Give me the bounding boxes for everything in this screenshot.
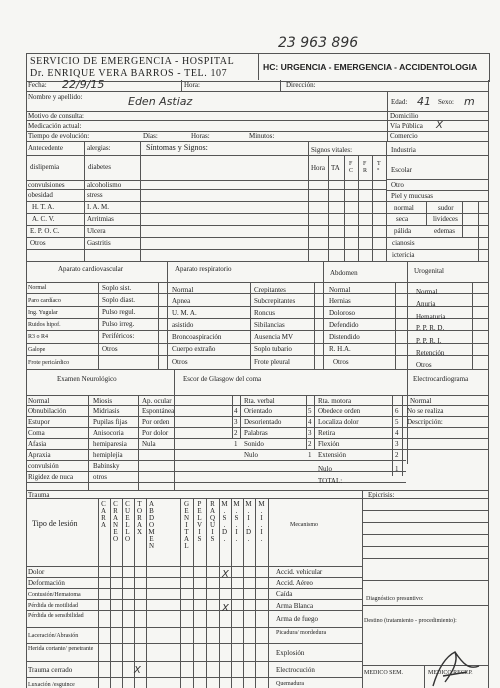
cardio-left: R3 o R4 [28,334,49,340]
urogenital-row: Anuria [416,300,436,308]
glasgow-verbal-score: 5 [308,407,312,415]
glasgow-verbal: Nulo [244,451,258,459]
lesion-mark: X [134,665,141,676]
ecg-no-se-realiza: No se realiza [407,407,444,415]
medicacion-label: Medicación actual: [28,122,82,130]
ant-left-row: Otros [30,239,46,247]
glasgow-motora: Retira [318,429,336,437]
tiempo-label: Tiempo de evolución: [28,132,90,140]
abdomen-row: R. H.A. [329,345,351,353]
vitals-t-2: ° [377,168,380,174]
epicrisis-label: Epicrisis: [368,491,395,499]
urogenital-title: Urogenital [414,267,444,275]
cardio-right: Soplo sist. [102,284,132,292]
glasgow-motora-score: 1 [395,465,399,473]
sexo-value: m [464,95,475,108]
abdomen-row: Doloroso [329,309,356,317]
region-header: A B D O M E N [148,500,155,550]
medico-recep-label: MEDICO RECEP. [428,670,473,676]
ant-left-row: E. P. O. C. [30,227,60,235]
vitals-t-1: T [377,161,381,167]
ant-mid-row: stress [87,191,103,199]
form-title: HC: URGENCIA - EMERGENCIA - ACCIDENTOLOGIA [263,62,478,72]
urogenital-row: Otros [416,361,432,369]
lesion-row: Deformación [28,579,65,587]
mechanism-row: Electrocución [276,666,315,674]
cardio-left: Frote pericárdico [28,360,70,366]
cardio-right: Pulso regul. [102,308,136,316]
region-header: G E N I T A L [183,500,190,550]
hora-label: Hora: [184,81,200,89]
glasgow-verbal: Palabras [244,429,268,437]
mechanism-row: Quemadura [276,681,304,687]
glasgow-ocular-score: 1 [234,440,238,448]
urogenital-row: P. P. R. I. [416,337,442,345]
cardio-title: Aparato cardiovascular [58,265,124,273]
piel-item: pálida [394,227,412,235]
abdomen-row: Otros [333,358,349,366]
neuro-left: Coma [28,429,45,437]
vitals-fr-2: R [363,168,368,174]
glasgow-ocular-score: 4 [234,407,238,415]
via-publica-label: Vía Pública [390,122,423,130]
glasgow-verbal-score: 3 [308,429,312,437]
hospital-line-2: Dr. ENRIQUE VERA BARROS - TEL. 107 [30,68,228,79]
piel-item: seca [396,215,409,223]
neuro-left: Estupor [28,418,50,426]
lesion-row: Laceración/Abrasión [28,633,79,639]
tipo-lesion-label: Tipo de lesión [32,519,78,528]
signos-vitales-label: Signos vitales: [311,146,353,154]
neuro-right: hemiparesia [93,440,127,448]
cardio-left: Ruidos hipof. [28,322,61,328]
cardio-left: Normal [28,285,47,291]
neuro-right: hemiplejía [93,451,123,459]
glasgow-ocular: Nula [142,440,156,448]
lesion-mark: X [222,603,229,614]
glasgow-motora-title: Rta. motora [318,397,352,405]
resp-right: Soplo tubario [254,345,292,353]
neuro-right: Miosis [93,397,113,405]
region-header: M . I . I . [258,500,265,543]
neuro-left: Normal [28,397,50,405]
motivo-label: Motivo de consulta: [28,112,84,120]
edad-label: Edad: [391,98,408,106]
glasgow-ocular: Por orden [142,418,170,426]
ant-left-row: convulsiones [28,181,65,189]
abdomen-row: Defendido [329,321,359,329]
resp-right: Roncus [254,309,275,317]
horas-label: Horas: [191,132,210,140]
mechanism-row: Arma Blanca [276,602,314,610]
region-header: C U E L L O [124,500,131,543]
antecedente-label: Antecedente [28,144,63,152]
glasgow-ocular: Por dolor [142,429,169,437]
resp-right: Ausencia MV [254,333,294,341]
via-publica-mark: X [436,120,443,131]
resp-left: asistido [172,321,194,329]
region-header: M . I . D . [245,500,252,543]
resp-right: Frote pleural [254,358,290,366]
abdomen-row: Normal [329,286,351,294]
glasgow-motora-score: 3 [395,440,399,448]
neuro-right: Pupilas fijas [93,418,128,426]
resp-right: Sibilancias [254,321,285,329]
region-header: M . S . I . [233,500,240,543]
region-header: M . S . D . [221,500,228,543]
cardio-right: Soplo diast. [102,296,136,304]
ant-left-row: dislipemia [30,163,60,171]
region-header: C R A N E O [112,500,119,543]
lesion-row: Pérdida de motilidad [28,603,78,609]
ant-mid-row: Arritmias [87,215,114,223]
signature-scribble [425,646,485,688]
glasgow-motora-score: 2 [395,451,399,459]
sexo-label: Sexo: [438,98,454,106]
resp-left: Cuerpo extraño [172,345,216,353]
glasgow-motora: Obedece orden [318,407,361,415]
region-header: R A Q U I S [209,500,216,543]
glasgow-motora: Localiza dolor [318,418,359,426]
fecha-label: Fecha: [28,81,47,89]
mechanism-row: Arma de fuego [276,615,318,623]
neuro-left: Rigidez de nuca [28,473,74,481]
glasgow-motora-score: 6 [395,407,399,415]
resp-left: Broncoaspiración [172,333,222,341]
glasgow-ocular-score: 3 [234,418,238,426]
destino-label: Destino (tratamiento - procedimiento): [364,618,457,624]
nombre-value: Eden Astiaz [128,95,193,108]
ant-mid-row: diabetes [88,163,111,171]
vitals-ta: TA [331,164,340,172]
urogenital-row: Retención [416,349,445,357]
fecha-value: 22/9/15 [62,78,105,91]
glasgow-title: Escor de Glasgow del coma [183,375,262,383]
cardio-left: Galope [28,347,46,353]
trauma-title: Trauma [28,491,50,499]
hospital-line-1: SERVICIO DE EMERGENCIA - HOSPITAL [30,56,235,67]
neuro-title: Examen Neurológico [57,375,117,383]
urogenital-row: P. P. R. D. [416,324,445,332]
cardio-right: Periféricos: [102,332,135,340]
neuro-right: Anisocoria [93,429,124,437]
mechanism-row: Explosión [276,649,305,657]
ant-left-row: H. T. A. [32,203,55,211]
record-number: 23 963 896 [278,35,359,51]
ecg-normal: Normal [410,397,432,405]
urogenital-row: Hematuria [416,313,446,321]
comercio-label: Comercio [390,132,418,140]
alergias-label: alergias: [87,144,111,152]
edad-value: 41 [417,95,431,108]
glasgow-motora: Nulo [318,465,332,473]
piel-item: livideces [433,215,458,223]
region-header: T O R A X [136,500,143,536]
mechanism-row: Caída [276,590,293,598]
glasgow-total: TOTAL: [318,477,343,485]
glasgow-verbal-score: 4 [308,418,312,426]
glasgow-motora-score: 5 [395,418,399,426]
resp-left: Normal [172,286,194,294]
abdomen-row: Distendido [329,333,360,341]
lesion-row: Pérdida de sensibilidad [28,613,84,619]
cardio-left: Ing. Yugular [28,310,58,316]
piel-item: edemas [434,227,455,235]
ant-mid-row: Ulcera [87,227,106,235]
sintomas-label: Síntomas y Signos: [146,143,208,152]
dias-label: Días: [143,132,158,140]
minutos-label: Minutos: [249,132,275,140]
resp-left: U. M. A. [172,309,197,317]
glasgow-verbal-title: Rta. verbal [244,397,275,405]
glasgow-motora: Flexión [318,440,340,448]
piel-item: ictericia [392,251,415,259]
neuro-right: Babinsky [93,462,120,470]
lesion-row: Contusión/Hematoma [28,592,81,598]
ant-left-row: obesidad [28,191,53,199]
mechanism-row: Accid. Aéreo [276,579,313,587]
industria-label: Industria [391,146,416,154]
mechanism-row: Picadura/ mordedura [276,630,327,636]
lesion-row: Luxación /esguince [28,682,75,688]
glasgow-verbal: Sonido [244,440,264,448]
cardio-right: Otros [102,345,118,353]
resp-left: Apnea [172,297,191,305]
abdomen-title: Abdomen [330,269,358,277]
escolar-label: Escolar [391,166,412,174]
neuro-left: Afasia [28,440,47,448]
lesion-mark: X [222,569,229,580]
ecg-title: Electrocardiograma [413,375,469,383]
neuro-left: convulsión [28,462,59,470]
glasgow-verbal: Desorientado [244,418,282,426]
glasgow-verbal-score: 2 [308,440,312,448]
neuro-left: Obnubilación [28,407,67,415]
ant-mid-row: alcoholismo [87,181,122,189]
mechanism-row: Accid. vehicular [276,568,323,576]
mecanismo-label: Mecanismo [290,522,318,528]
glasgow-motora-score: 4 [395,429,399,437]
piel-item: cianosis [392,239,415,247]
neuro-left: Apraxia [28,451,51,459]
otro-label: Otro [391,181,404,189]
piel-item: normal [394,204,414,212]
piel-item: sudor [438,204,454,212]
abdomen-row: Hernias [329,297,351,305]
resp-title: Aparato respiratorio [175,265,232,273]
glasgow-ocular: Espontánea [142,407,175,415]
vitals-fc-2: C [349,168,354,174]
glasgow-motora: Extensión [318,451,346,459]
glasgow-ocular-score: 2 [234,429,238,437]
resp-right: Subcrepitantes [254,297,296,305]
ant-mid-row: Gastritis [87,239,111,247]
lesion-row: Herida cortante/ penetrante [28,646,94,652]
ecg-descripcion: Descripción: [407,418,443,426]
glasgow-verbal-score: 1 [308,451,312,459]
medico-sem-label: MEDICO SEM. [364,670,404,676]
piel-label: Piel y mucusas [391,192,433,200]
urogenital-row: Normal [416,288,438,296]
nombre-label: Nombre y apellido: [28,93,83,101]
lesion-row: Trauma cerrado [28,666,73,674]
region-header: P E L V I S [196,500,203,543]
cardio-right: Pulso irreg. [102,320,135,328]
region-header: C A R A [100,500,107,529]
cardio-left: Paro cardíaco [28,298,61,304]
ant-left-row: A. C. V. [32,215,55,223]
resp-right: Crepitantes [254,286,286,294]
ant-mid-row: I. A. M. [87,203,109,211]
vitals-hora: Hora [311,164,325,172]
resp-left: Otros [172,358,188,366]
direccion-label: Dirección: [286,81,316,89]
diagnostico-label: Diagnóstico presuntivo: [366,596,424,602]
vitals-fc-1: F [349,161,353,167]
domicilio-label: Domicilio [390,112,419,120]
glasgow-verbal: Orientado [244,407,272,415]
neuro-right: otros [93,473,107,481]
neuro-right: Midriasis [93,407,120,415]
vitals-fr-1: F [363,161,367,167]
glasgow-ocular-title: Ap. ocular [142,397,172,405]
lesion-row: Dolor [28,568,45,576]
